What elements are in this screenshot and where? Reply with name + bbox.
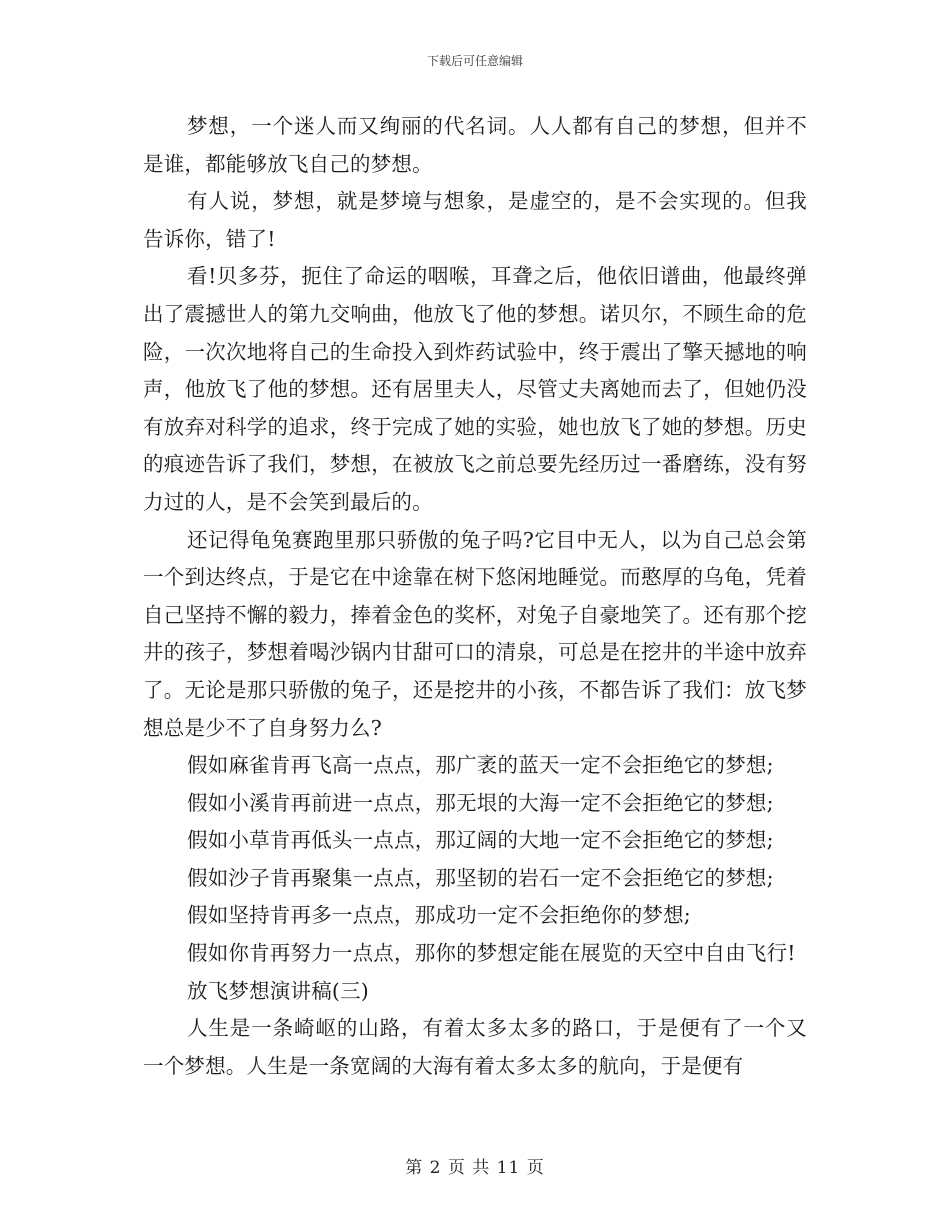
paragraph-stream: 假如小溪肯再前进一点点，那无垠的大海一定不会拒绝它的梦想; [187, 790, 774, 815]
paragraph-grass: 假如小草肯再低头一点点，那辽阔的大地一定不会拒绝它的梦想; [187, 828, 774, 853]
paragraph-sparrow: 假如麻雀肯再飞高一点点，那广袤的蓝天一定不会拒绝它的梦想; [187, 753, 774, 778]
section-heading: 放飞梦想演讲稿(三) [187, 978, 369, 1003]
paragraph-effort: 假如你肯再努力一点点，那你的梦想定能在展览的天空中自由飞行! [187, 941, 796, 966]
page-header: 下载后可任意编辑 [426, 54, 523, 68]
paragraph-fable: 还记得龟兔赛跑里那只骄傲的兔子吗?它目中无人，以为自己总会第一个到达终点，于是它在中途靠在树下悠闲地睡觉。而憨厚的乌龟，凭着自己坚持不懈的毅力，捧着金色的奖杯，对兔子自豪地笑了。还有那个挖井的孩子，梦想着喝沙锅内甘甜可口的清泉，可总是在挖井的半途中放弃了。无论是那只骄傲的兔子，还是挖井的小孩，不都告诉了我们：放飞梦想总是少不了自身努力么? [143, 527, 807, 740]
document-body [143, 108, 807, 1085]
paragraph-sand: 假如沙子肯再聚集一点点，那坚韧的岩石一定不会拒绝它的梦想; [187, 865, 774, 890]
paragraph-claim: 有人说，梦想，就是梦境与想象，是虚空的，是不会实现的。但我告诉你，错了! [143, 189, 807, 251]
paragraph-life: 人生是一条崎岖的山路，有着太多太多的路口，于是便有了一个又一个梦想。人生是一条宽阔的大海有着太多太多的航向，于是便有 [143, 1016, 807, 1078]
page-number: 第 2 页 共 11 页 [405, 1158, 545, 1178]
paragraph-examples: 看!贝多芬，扼住了命运的咽喉，耳聋之后，他依旧谱曲，他最终弹出了震撼世人的第九交响曲，他放飞了他的梦想。诺贝尔，不顾生命的危险，一次次地将自己的生命投入到炸药试验中，终于震出了擎天撼地的响声，他放飞了他的梦想。还有居里夫人，尽管丈夫离她而去了，但她仍没有放弃对科学的追求，终于完成了她的实验，她也放飞了她的梦想。历史的痕迹告诉了我们，梦想，在被放飞之前总要先经历过一番磨练，没有努力过的人，是不会笑到最后的。 [143, 264, 807, 514]
paragraph-persistence: 假如坚持肯再多一点点，那成功一定不会拒绝你的梦想; [187, 903, 691, 928]
paragraph-intro: 梦想，一个迷人而又绚丽的代名词。人人都有自己的梦想，但并不是谁，都能够放飞自己的梦想。 [143, 114, 807, 176]
